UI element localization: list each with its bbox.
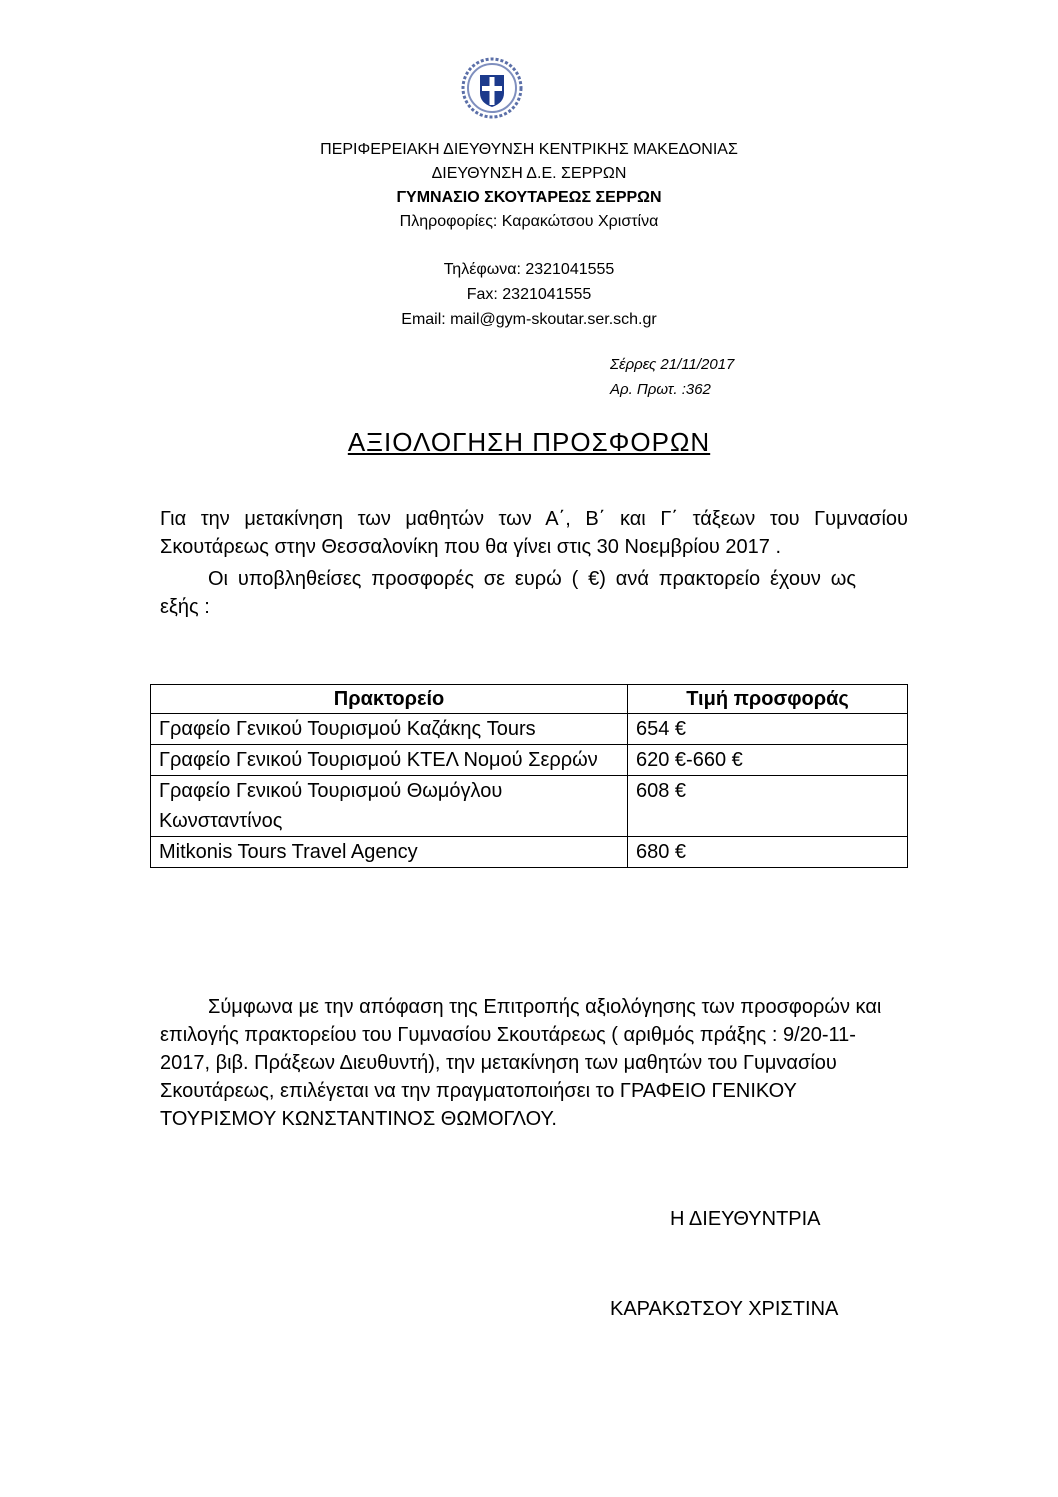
contact-block (0, 257, 1058, 332)
agency-cell: Mitkonis Tours Travel Agency (151, 837, 628, 868)
price-cell: 680 € (628, 837, 908, 868)
info-contact: Πληροφορίες: Καρακώτσου Χριστίνα (399, 213, 659, 230)
email-address: Email: mail@gym-skoutar.ser.sch.gr (401, 311, 657, 328)
intro-text (160, 505, 908, 621)
document-date: Σέρρες 21/11/2017 (610, 356, 735, 373)
column-header-agency: Πρακτορείο (151, 685, 628, 714)
document-title: ΑΞΙΟΛΟΓΗΣΗ ΠΡΟΣΦΟΡΩΝ (347, 427, 711, 457)
agency-cell: Γραφείο Γενικού Τουρισμού ΚΤΕΛ Νομού Σερρών (151, 745, 628, 776)
price-cell: 620 €-660 € (628, 745, 908, 776)
conclusion-text (160, 993, 900, 1133)
signatory-role: Η ΔΙΕΥΘΥΝΤΡΙΑ (670, 1208, 821, 1230)
table-row (151, 837, 908, 868)
school-name: ΓΥΜΝΑΣΙΟ ΣΚΟΥΤΑΡΕΩΣ ΣΕΡΡΩΝ (396, 189, 662, 206)
agency-cell: Γραφείο Γενικού Τουρισμού Καζάκης Tours (151, 714, 628, 745)
region-directorate: ΠΕΡΙΦΕΡΕΙΑΚΗ ΔΙΕΥΘΥΝΣΗ ΚΕΝΤΡΙΚΗΣ ΜΑΚΕΔΟΝΙΑΣ (320, 141, 738, 158)
intro-paragraph-2: Οι υποβληθείσες προσφορές σε ευρώ ( €) ανά πρακτορείο έχουν ως εξής : (160, 568, 856, 618)
column-header-price: Τιμή προσφοράς (628, 685, 908, 714)
signatory-name: ΚΑΡΑΚΩΤΣΟΥ ΧΡΙΣΤΙΝΑ (610, 1298, 839, 1320)
intro-paragraph-1: Για την μετακίνηση των μαθητών των Α΄, Β΄ και Γ΄ τάξεων του Γυμνασίου Σκουτάρεως στην Θεσσαλονίκη που θα γίνει στις 30 Νοεμβρίου 2017 . (160, 508, 908, 558)
fax-number: Fax: 2321041555 (466, 286, 592, 303)
table-row (151, 714, 908, 745)
table-row (151, 745, 908, 776)
offers-table (150, 684, 908, 868)
conclusion-paragraph: Σύμφωνα με την απόφαση της Επιτροπής αξιολόγησης των προσφορών και επιλογής πρακτορείου του Γυμνασίου Σκουτάρεως ( αριθμός πράξης : 9/20-11-2017, βιβ. Πράξεων Διευθυντή), την μετακίνηση των μαθητών του Γυμνασίου Σκουτάρεως, επιλέγεται να την πραγματοποιήσει το ΓΡΑΦΕΙΟ ΓΕΝΙΚΟΥ ΤΟΥΡΙΣΜΟΥ ΚΩΝΣΤΑΝΤΙΝΟΣ ΘΩΜΟΓΛΟΥ. (160, 996, 882, 1130)
protocol-number: Αρ. Πρωτ. :362 (610, 381, 711, 398)
greek-coat-of-arms-icon (461, 57, 523, 119)
date-protocol-block (610, 352, 734, 402)
table-row (151, 776, 908, 837)
letterhead (0, 138, 1058, 234)
price-cell: 654 € (628, 714, 908, 745)
phone-number: Τηλέφωνα: 2321041555 (443, 261, 615, 278)
table-header-row (151, 685, 908, 714)
education-directorate: ΔΙΕΥΘΥΝΣΗ Δ.Ε. ΣΕΡΡΩΝ (431, 165, 627, 182)
agency-cell: Γραφείο Γενικού Τουρισμού Θωμόγλου Κωνσταντίνος (151, 776, 628, 837)
price-cell: 608 € (628, 776, 908, 837)
